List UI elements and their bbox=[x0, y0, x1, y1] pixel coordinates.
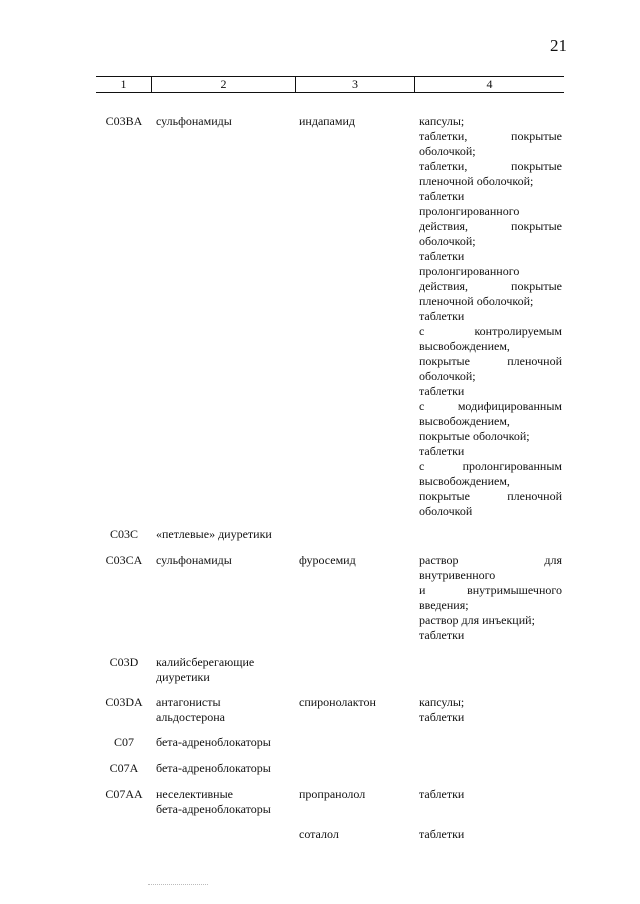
atc-code: C03C bbox=[109, 527, 138, 541]
form-line: пленочной оболочкой; bbox=[419, 174, 534, 188]
form-line: введения; bbox=[419, 598, 469, 612]
group-name bbox=[156, 114, 294, 129]
group-line: бета-адреноблокаторы bbox=[156, 761, 271, 775]
form-line: с пролонгированным bbox=[419, 459, 562, 473]
form-line: таблетки bbox=[419, 384, 465, 398]
form-line: таблетки, покрытые bbox=[419, 129, 562, 143]
form-line: таблетки, покрытые bbox=[419, 159, 562, 173]
form-line: оболочкой; bbox=[419, 369, 476, 383]
group-line: антагонисты bbox=[156, 695, 221, 709]
form-line: пролонгированного bbox=[419, 204, 520, 218]
form-line: покрытые пленочной bbox=[419, 354, 562, 368]
form-line: оболочкой; bbox=[419, 144, 476, 158]
form-line: действия, покрытые bbox=[419, 219, 562, 233]
form-line: раствор для инъекций; bbox=[419, 613, 535, 627]
group-line: сульфонамиды bbox=[156, 114, 232, 128]
group-name bbox=[156, 527, 294, 542]
form-line: с модифицированным bbox=[419, 399, 562, 413]
drug-name: пропранолол bbox=[299, 787, 366, 801]
dosage-forms bbox=[419, 787, 562, 802]
form-line: капсулы; bbox=[419, 114, 465, 128]
form-line: высвобождением, bbox=[419, 339, 510, 353]
form-line: оболочкой; bbox=[419, 234, 476, 248]
dosage-forms bbox=[419, 553, 562, 643]
group-name bbox=[156, 695, 294, 725]
header-col-4: 4 bbox=[486, 77, 493, 91]
header-col-1: 1 bbox=[96, 77, 152, 92]
header-col-3: 3 bbox=[296, 77, 415, 92]
atc-code: C03CA bbox=[105, 553, 143, 567]
group-name bbox=[156, 761, 294, 776]
drug-name: индапамид bbox=[299, 114, 355, 128]
drug-name: спиронолактон bbox=[299, 695, 376, 709]
form-line: таблетки bbox=[419, 787, 465, 801]
form-line: покрытые оболочкой; bbox=[419, 429, 530, 443]
page-number: 21 bbox=[550, 36, 567, 55]
form-line: покрытые пленочной bbox=[419, 489, 562, 503]
drug-name: фуросемид bbox=[299, 553, 356, 567]
form-line: таблетки bbox=[419, 189, 465, 203]
form-line: с контролируемым bbox=[419, 324, 562, 338]
form-line: оболочкой bbox=[419, 504, 473, 518]
form-line: раствор для bbox=[419, 553, 562, 567]
form-line: внутривенного bbox=[419, 568, 496, 582]
group-line: бета-адреноблокаторы bbox=[156, 735, 271, 749]
form-line: таблетки bbox=[419, 249, 465, 263]
atc-code: C07 bbox=[113, 735, 134, 749]
form-line: таблетки bbox=[419, 628, 465, 642]
group-line: диуретики bbox=[156, 670, 210, 684]
form-line: таблетки bbox=[419, 309, 465, 323]
form-line: пролонгированного bbox=[419, 264, 520, 278]
group-name bbox=[156, 735, 294, 750]
form-line: капсулы; bbox=[419, 695, 465, 709]
dosage-forms bbox=[419, 695, 562, 725]
group-line: «петлевые» диуретики bbox=[156, 527, 272, 541]
drug-name: соталол bbox=[299, 827, 339, 841]
form-line: и внутримышечного bbox=[419, 583, 562, 597]
form-line: высвобождением, bbox=[419, 474, 510, 488]
table-header bbox=[96, 76, 564, 93]
form-line: таблетки bbox=[419, 444, 465, 458]
group-line: сульфонамиды bbox=[156, 553, 232, 567]
form-line: пленочной оболочкой; bbox=[419, 294, 534, 308]
group-line: альдостерона bbox=[156, 710, 225, 724]
form-line: действия, покрытые bbox=[419, 279, 562, 293]
group-name bbox=[156, 787, 294, 817]
atc-code: C07A bbox=[109, 761, 139, 775]
form-line: таблетки bbox=[419, 710, 465, 724]
form-line: таблетки bbox=[419, 827, 465, 841]
atc-code: C03DA bbox=[105, 695, 143, 709]
header-col-2: 2 bbox=[152, 77, 296, 92]
group-line: бета-адреноблокаторы bbox=[156, 802, 271, 816]
group-name bbox=[156, 655, 294, 685]
dosage-forms bbox=[419, 827, 562, 842]
group-name bbox=[156, 553, 294, 568]
group-line: неселективные bbox=[156, 787, 233, 801]
form-line: высвобождением, bbox=[419, 414, 510, 428]
group-line: калийсберегающие bbox=[156, 655, 255, 669]
dosage-forms bbox=[419, 114, 562, 519]
atc-code: C03D bbox=[109, 655, 139, 669]
atc-code: C03BA bbox=[105, 114, 143, 128]
atc-code: C07AA bbox=[105, 787, 143, 801]
scan-artifact bbox=[148, 884, 208, 887]
